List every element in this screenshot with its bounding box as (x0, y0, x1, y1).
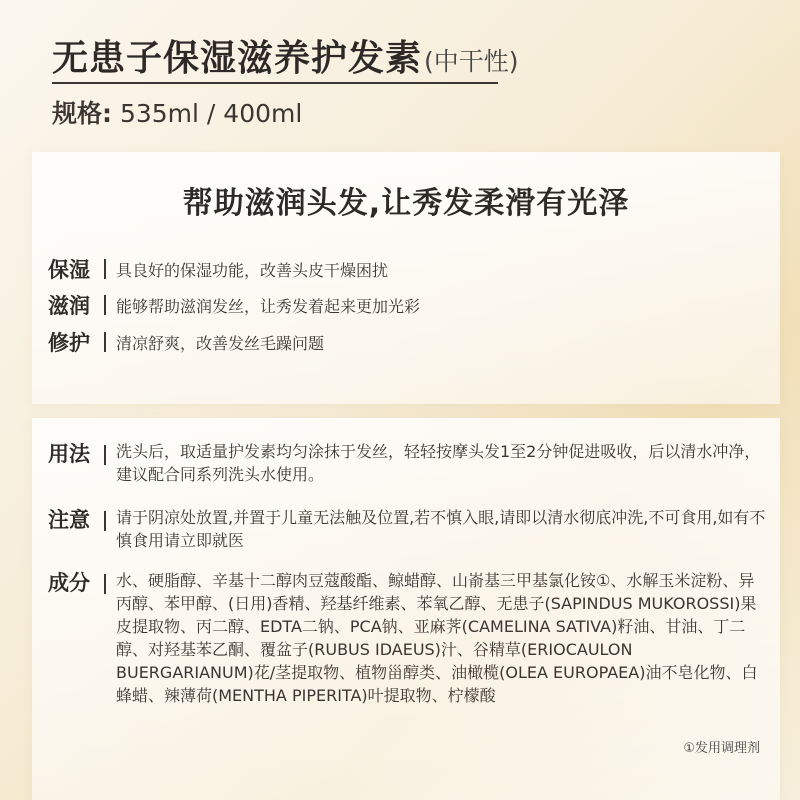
benefit-item-repair (48, 327, 324, 357)
spec-separator: : (102, 99, 113, 128)
benefit-text: 清凉舒爽，改善发丝毛躁问题 (116, 333, 325, 353)
benefit-label: 修护 (48, 331, 90, 355)
product-title: 无患子保湿滋养护发素 (52, 38, 423, 79)
separator-bar (104, 574, 106, 594)
usage-row (48, 440, 766, 486)
separator-bar (104, 259, 106, 279)
benefit-item-moisturize (48, 254, 388, 284)
caution-text: 请于阴凉处放置,并置于儿童无法触及位置,若不慎入眼,请即以清水彻底冲洗,不可食用,如有不慎食用请立即就医 (116, 508, 766, 550)
title-underline (52, 82, 498, 84)
caution-row (48, 506, 766, 552)
benefit-item-nourish (48, 290, 420, 320)
product-subtitle: (中干性) (424, 47, 519, 76)
benefit-text: 具良好的保湿功能，改善头皮干燥困扰 (116, 260, 389, 280)
separator-bar (104, 295, 106, 315)
spec-label: 规格 (52, 99, 103, 128)
ingredients-row (48, 569, 766, 707)
usage-text: 洗头后，取适量护发素均匀涂抹于发丝，轻轻按摩头发1至2分钟促进吸收，后以清水冲净，建议配合同系列洗头水使用。 (116, 442, 761, 484)
benefits-headline: 帮助滋润头发,让秀发柔滑有光泽 (182, 186, 630, 221)
benefit-label: 滋润 (48, 294, 90, 318)
spec-value: 535ml / 400ml (119, 99, 303, 128)
caution-label: 注意 (48, 508, 90, 532)
benefit-text: 能够帮助滋润发丝，让秀发着起来更加光彩 (116, 296, 421, 316)
separator-bar (104, 511, 106, 531)
title-row (52, 30, 519, 81)
ingredients-text: 水、硬脂醇、辛基十二醇肉豆蔻酸酯、鲸蜡醇、山嵛基三甲基氯化铵①、水解玉米淀粉、异丙醇、苯甲醇、(日用)香精、羟基纤维素、苯氧乙醇、无患子(SAPINDUS MUKOROSSI)果皮提取物、丙二醇、EDTA二钠、PCA钠、亚麻荠(CAMELINA SATIVA)籽油、甘油、丁二醇、对羟基苯乙酮、覆盆子(RUBUS IDAEUS)汁、谷精草(ERIOCAULON BUERGARIANUM)花/茎提取物、植物甾醇类、油橄榄(OLEA EUROPAEA)油不皂化物、白蜂蜡、辣薄荷(MENTHA PIPERITA)叶提取物、柠檬酸 (116, 571, 758, 705)
details-card (32, 418, 780, 800)
spec-line (52, 94, 302, 130)
usage-label: 用法 (48, 442, 90, 466)
ingredients-footnote: ①发用调理剂 (683, 741, 760, 756)
separator-bar (104, 445, 106, 465)
ingredients-label: 成分 (48, 571, 90, 595)
benefit-label: 保湿 (48, 258, 90, 282)
separator-bar (104, 332, 106, 352)
benefits-card (32, 152, 780, 404)
